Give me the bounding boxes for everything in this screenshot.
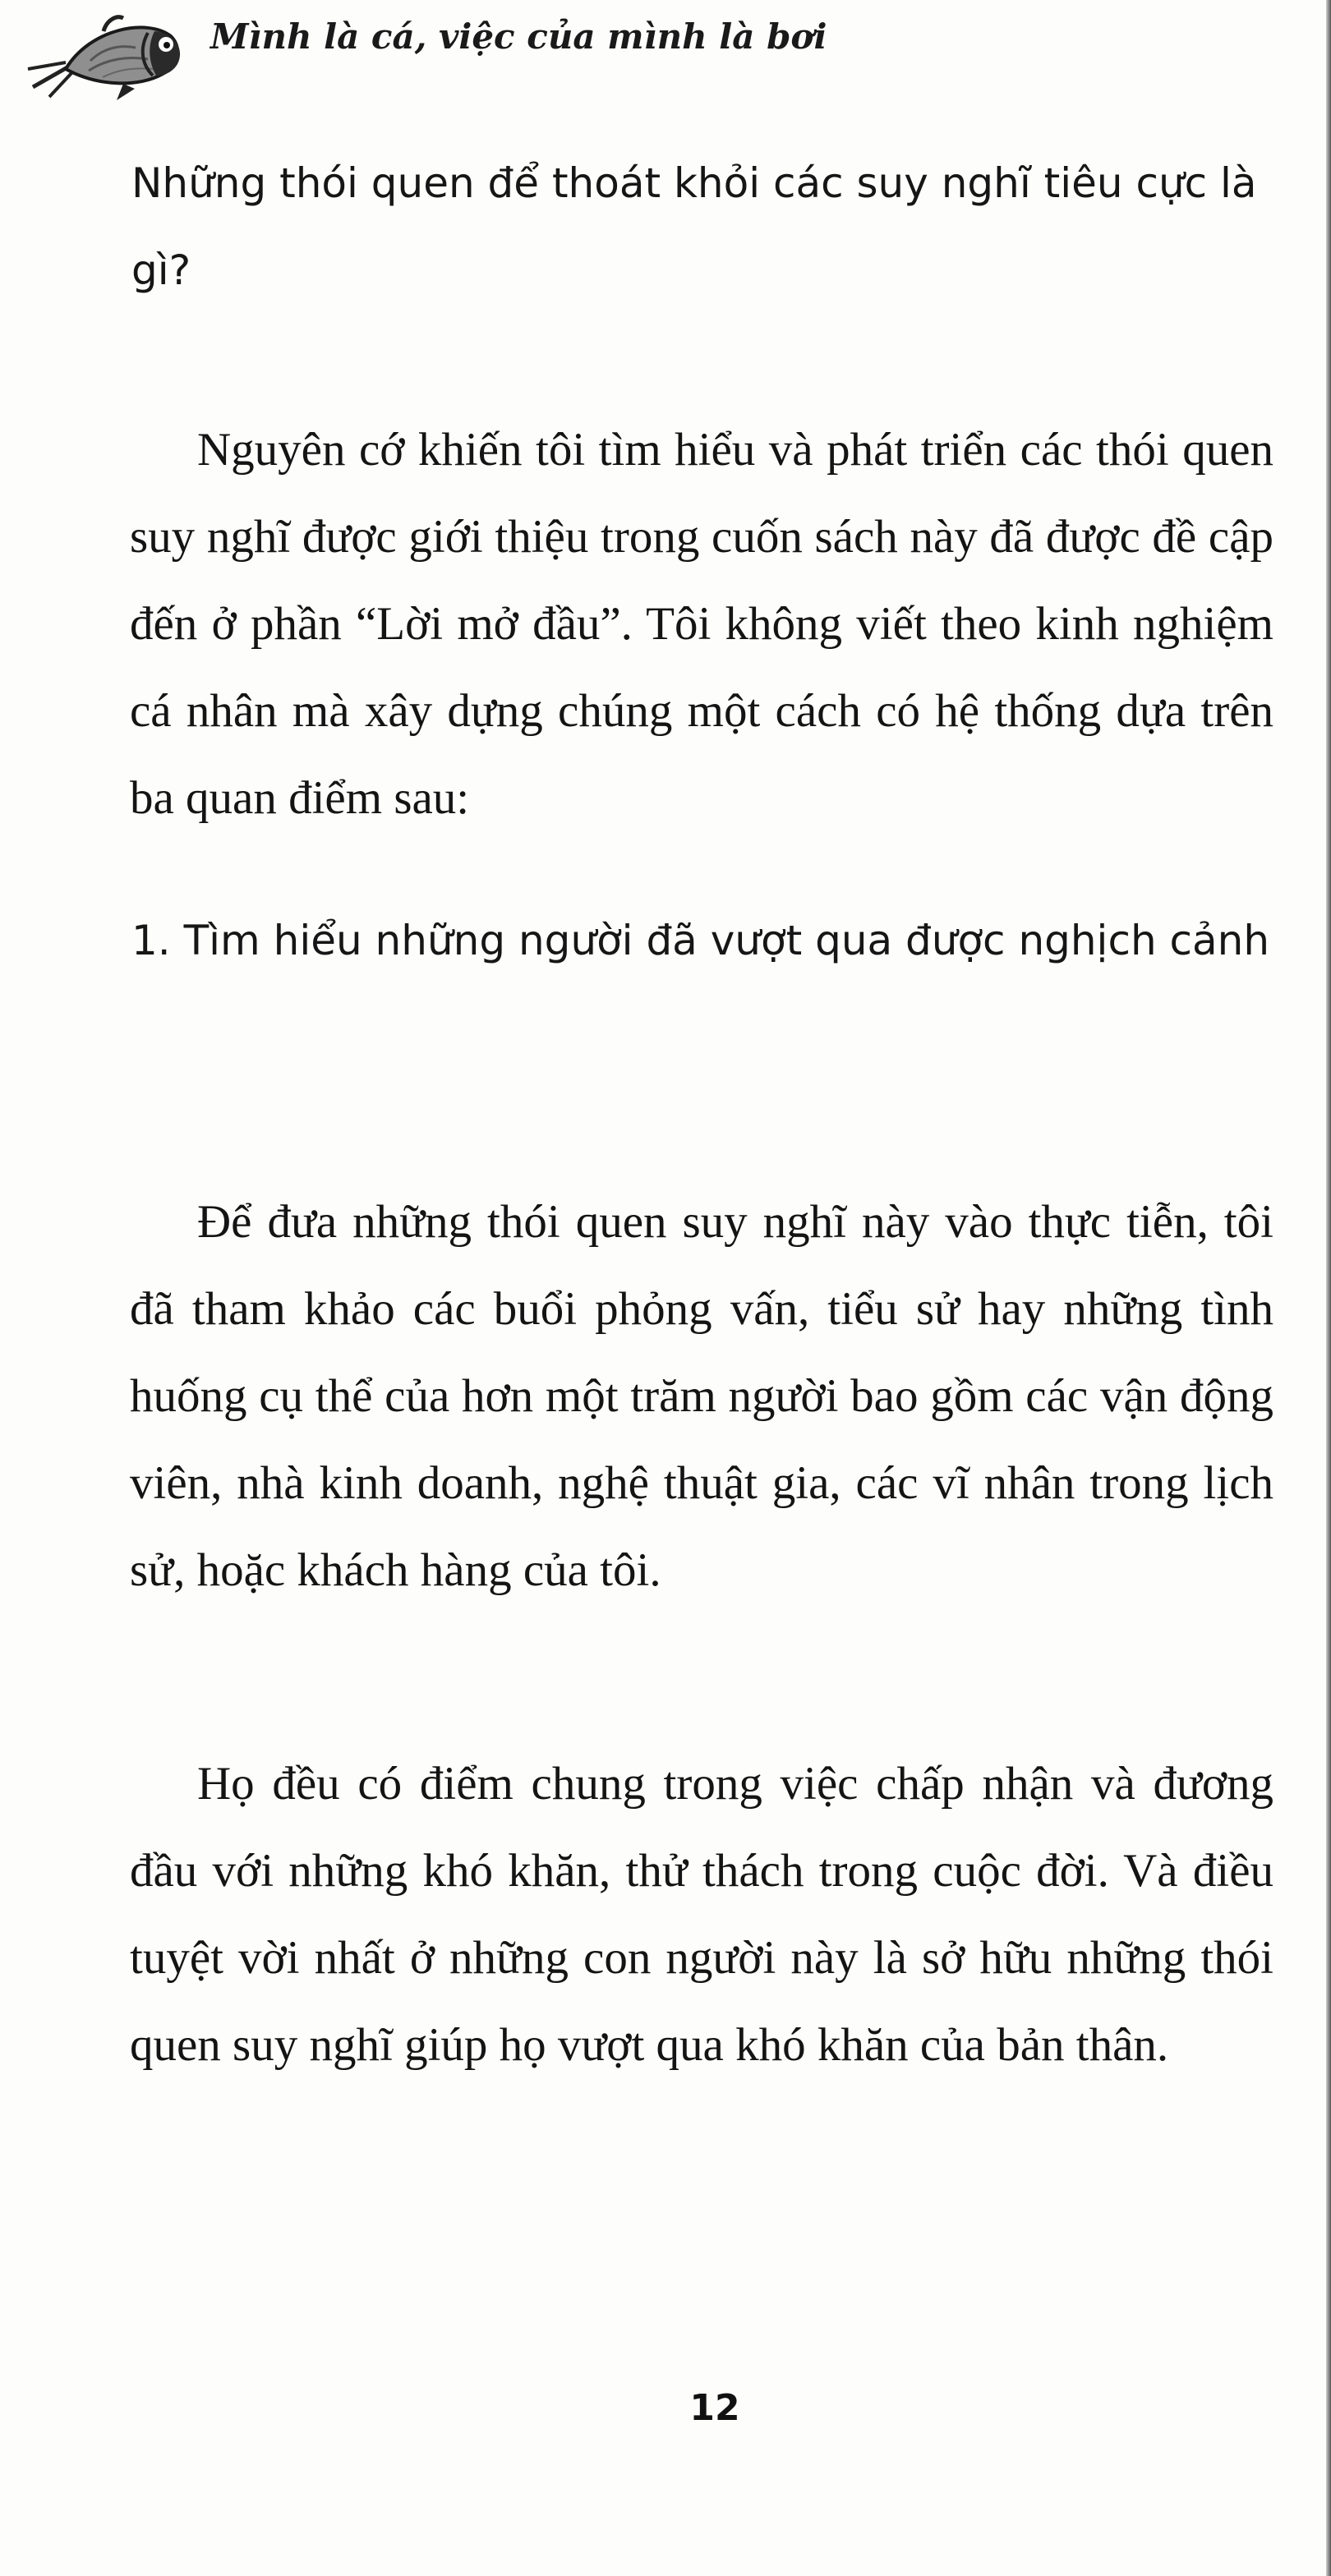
paragraph-intro: Nguyên cớ khiến tôi tìm hiểu và phát triển các thói quen suy nghĩ được giới thiệu trong cuốn sách này đã được đề cập đến ở phần “Lời mở đầu”. Tôi không viết theo kinh nghiệm cá nhân mà xây dựng chúng một cách có hệ thống dựa trên ba quan điểm sau: xyxy=(130,424,1273,824)
page-edge-shadow xyxy=(1326,0,1331,2576)
paragraph-research: Để đưa những thói quen suy nghĩ này vào thực tiễn, tôi đã tham khảo các buổi phỏng vấn, tiểu sử hay những tình huống cụ thể của hơn một trăm người bao gồm các vận động viên, nhà kinh doanh, nghệ thuật gia, các vĩ nhân trong lịch sử, hoặc khách hàng của tôi. xyxy=(130,1196,1273,1596)
section-heading: Những thói quen để thoát khỏi các suy nghĩ tiêu cực là gì? xyxy=(131,159,1257,294)
running-title: Mình là cá, việc của mình là bơi xyxy=(210,16,827,57)
subheading: 1. Tìm hiểu những người đã vượt qua được nghịch cảnh xyxy=(131,917,1270,964)
page-number: 12 xyxy=(689,2387,740,2429)
page-header xyxy=(25,12,1011,102)
fish-icon xyxy=(25,12,205,102)
paragraph-common-trait: Họ đều có điểm chung trong việc chấp nhận và đương đầu với những khó khăn, thử thách trong cuộc đời. Và điều tuyệt vời nhất ở những con người này là sở hữu những thói quen suy nghĩ giúp họ vượt qua khó khăn của bản thân. xyxy=(130,1758,1273,2071)
